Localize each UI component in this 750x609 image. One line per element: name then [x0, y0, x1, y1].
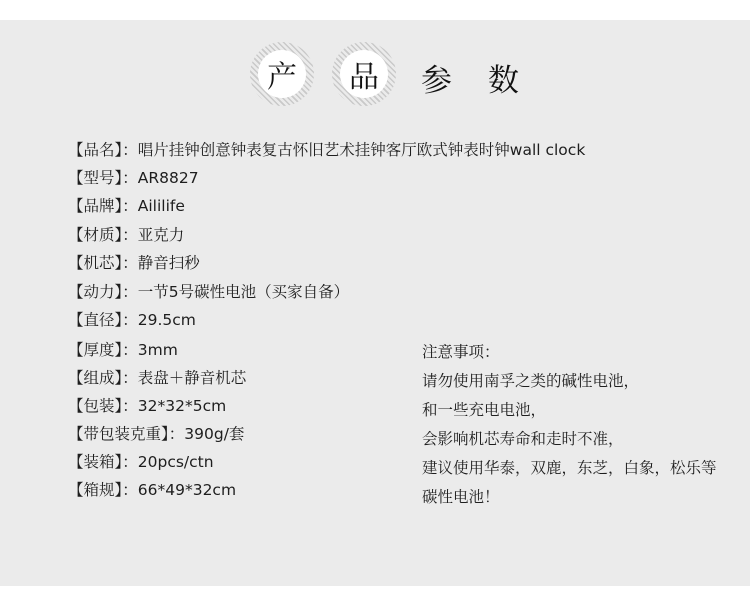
spec-value: 32*32*5cm [137, 397, 227, 415]
note-line: 请勿使用南孚之类的碱性电池， [422, 372, 640, 390]
spec-row-model [68, 168, 199, 188]
spec-label: 【组成】： [68, 369, 138, 387]
note-line: 和一些充电电池， [422, 401, 547, 419]
spec-row-material [68, 225, 184, 245]
spec-value: Aililife [137, 197, 185, 215]
spec-value: 静音扫秒 [137, 254, 200, 272]
title-char-2: 品 [340, 50, 388, 98]
spec-value: 唱片挂钟创意钟表复古怀旧艺术挂钟客厅欧式钟表时钟wall clock [137, 141, 586, 159]
spec-row-composition [68, 368, 246, 388]
spec-label: 【直径】： [68, 311, 138, 329]
note-line: 建议使用华泰，双鹿，东芝，白象，松乐等 [422, 459, 717, 477]
spec-row-movement [68, 253, 200, 273]
spec-label: 【装箱】： [68, 453, 138, 471]
spec-value: 表盘＋静音机芯 [137, 369, 247, 387]
spec-label: 【箱规】： [68, 481, 138, 499]
spec-row-power [68, 282, 349, 302]
spec-label: 【品名】： [68, 141, 138, 159]
spec-label: 【型号】： [68, 169, 138, 187]
spec-row-carton-size [68, 480, 236, 500]
spec-value: 亚克力 [137, 226, 185, 244]
spec-value: 20pcs/ctn [137, 453, 214, 471]
spec-value: 一节5号碳性电池（买家自备） [137, 283, 350, 301]
spec-label: 【材质】： [68, 226, 138, 244]
spec-row-thickness [68, 340, 178, 360]
title-char-1: 产 [258, 50, 306, 98]
spec-panel [0, 20, 750, 586]
spec-value: 3mm [137, 341, 178, 359]
note-line: 碳性电池！ [422, 488, 500, 506]
title-badge-2 [332, 42, 396, 106]
spec-label: 【动力】： [68, 283, 138, 301]
notes-heading: 注意事项： [422, 343, 500, 361]
spec-label: 【带包装克重】： [68, 425, 185, 443]
spec-label: 【品牌】： [68, 197, 138, 215]
spec-label: 【厚度】： [68, 341, 138, 359]
note-line: 会影响机芯寿命和走时不准， [422, 430, 624, 448]
spec-row-name [68, 140, 585, 160]
spec-label: 【包装】： [68, 397, 138, 415]
section-title [0, 42, 750, 106]
spec-row-package [68, 396, 226, 416]
spec-label: 【机芯】： [68, 254, 138, 272]
title-badge-1 [250, 42, 314, 106]
title-char-4: 数 [488, 63, 519, 99]
title-char-3: 参 [421, 63, 452, 99]
spec-value: 390g/套 [184, 425, 245, 443]
spec-row-carton [68, 452, 214, 472]
spec-row-diameter [68, 310, 196, 330]
spec-row-brand [68, 196, 185, 216]
spec-value: 66*49*32cm [137, 481, 237, 499]
spec-row-weight [68, 424, 244, 444]
spec-value: AR8827 [137, 169, 199, 187]
spec-value: 29.5cm [137, 311, 196, 329]
